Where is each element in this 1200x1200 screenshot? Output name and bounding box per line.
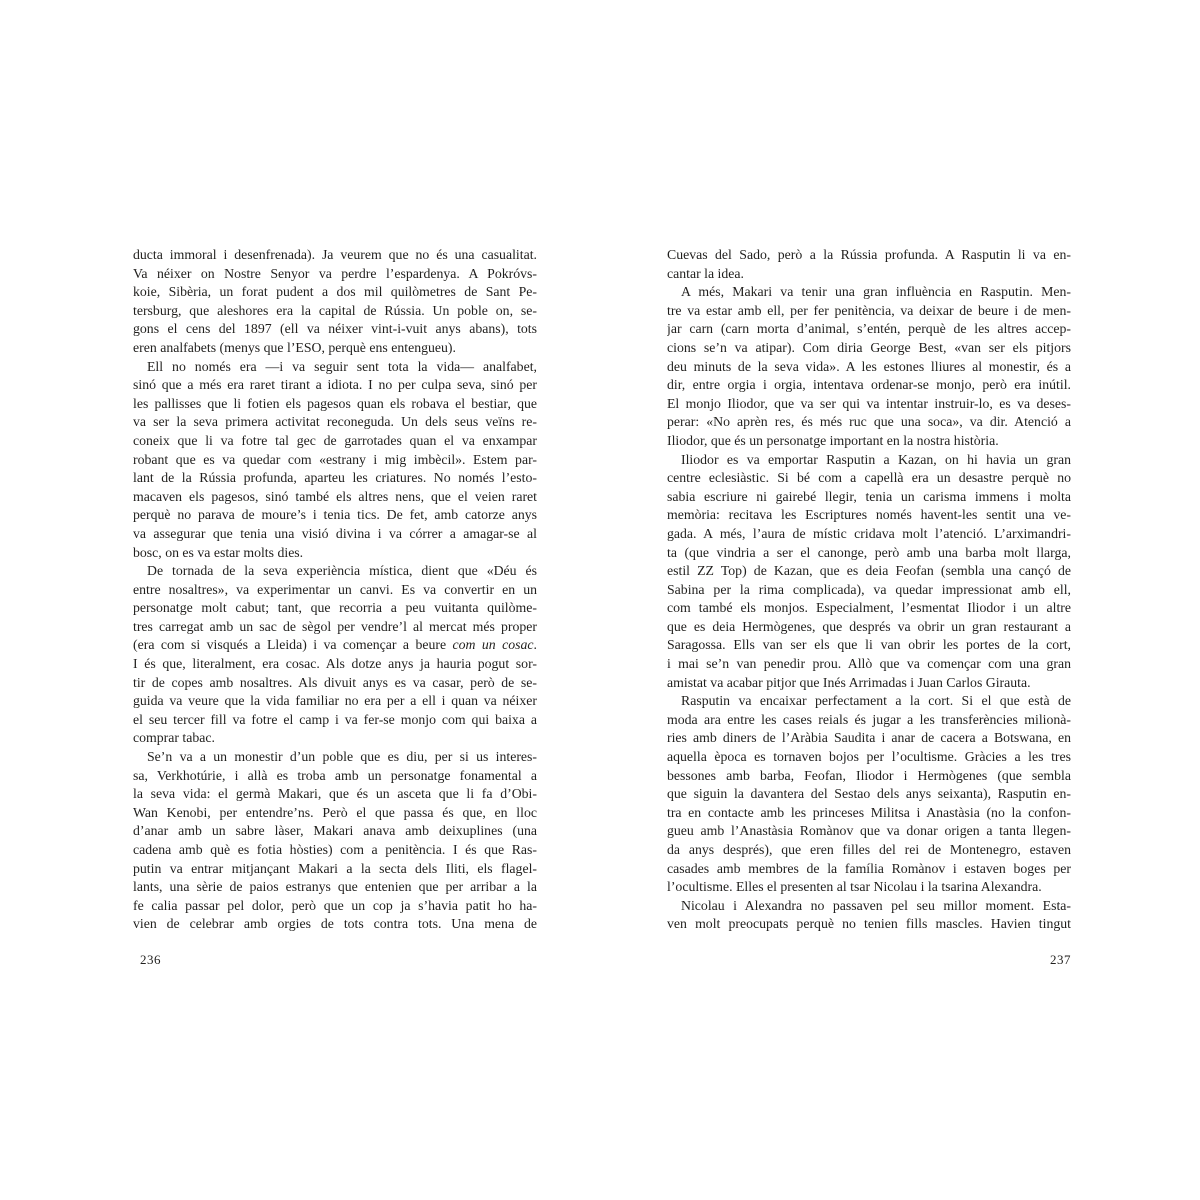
text-line: ven molt preocupats perquè no tenien fills mascles. Havien tingut — [667, 916, 1071, 932]
text-line: putin va entrar mitjançant Makari a la secta dels Iliti, els flagel- — [133, 860, 537, 876]
text-line: va assegurar que tenia una visió divina i va córrer a amagar-se al — [133, 525, 537, 541]
text-line: les pallisses que li fotien els pagesos quan els robava el bestiar, que — [133, 395, 537, 411]
text-line: perquè no parava de moure’s i tenia tics. De fet, amb catorze anys — [133, 507, 537, 523]
text-line: ducta immoral i desenfrenada). Ja veurem que no és una casualitat. — [133, 247, 537, 262]
text-line: deu minuts de la seva vida». A les estones lliures al monestir, és a — [667, 358, 1071, 374]
text-line: Se’n va a un monestir d’un poble que es diu, per si us interes- — [147, 749, 537, 765]
text-line: Va néixer on Nostre Senyor va perdre l’espardenya. A Pokróvs- — [133, 265, 537, 281]
text-line: bessones amb barba, Feofan, Iliodor i Hermògenes (que sembla — [667, 767, 1071, 783]
page-number-left: 236 — [140, 952, 161, 967]
text-line: gada. A més, l’aura de místic cridava molt l’atenció. L’arximandri- — [667, 525, 1071, 541]
text-line: moda ara entre les cases reials és jugar a les transferències milionà- — [667, 711, 1071, 727]
text-line: tra en contacte amb les princeses Militsa i Anastàsia (no la confon- — [667, 804, 1071, 820]
page-number-right: 237 — [1050, 952, 1071, 967]
page-text-right — [667, 246, 1071, 934]
text-line: Rasputin va encaixar perfectament a la cort. Si el que està de — [681, 693, 1071, 709]
text-line: Iliodor, que és un personatge important en la nostra història. — [667, 432, 999, 448]
text-line: sabia escriure ni gairebé llegir, tenia un carisma immens i molta — [667, 488, 1071, 504]
text-line: ries amb diners de l’Aràbia Saudita i anar de cacera a Botswana, en — [667, 730, 1071, 746]
text-line: dir, entre orgia i orgia, intentava ordenar-se monjo, però era inútil. — [667, 377, 1071, 393]
text-line: lant de la Rússia profunda, aparteu les criatures. No només l’esto- — [133, 470, 537, 486]
text-line: memòria: recitava les Escriptures només havent-les sentit una ve- — [667, 507, 1071, 523]
text-line: i mai se’n van penedir prou. Allò que va començar com una gran — [667, 656, 1071, 672]
text-line: que siguin la davantera del Sestao dels anys seixanta), Rasputin en- — [667, 786, 1071, 802]
text-line: vien de celebrar amb orgies de tots contra tots. Una mena de — [133, 916, 537, 932]
text-line: tre va estar amb ell, per fer penitència, va deixar de beure i de men- — [667, 302, 1071, 318]
text-line: la seva vida: el germà Makari, que és un asceta que li fa d’Obi- — [133, 786, 537, 802]
text-line: I és que, literalment, era cosac. Als dotze anys ja hauria pogut sor- — [133, 656, 537, 672]
text-line: centre eclesiàstic. Si bé com a capellà era un desastre perquè no — [667, 470, 1071, 486]
text-line: cions se’n va atipar). Com diria George Best, «van ser els pitjors — [667, 339, 1071, 355]
text-line: ta (que vindria a ser el canonge, però amb una barba molt llarga, — [667, 544, 1071, 560]
text-line: l’ocultisme. Elles el presenten al tsar Nicolau i la tsarina Alexandra. — [667, 879, 1042, 895]
text-line: koie, Sibèria, un forat pudent a dos mil quilòmetres de Sant Pe- — [133, 284, 537, 300]
text-line: sinó que a més era raret tirant a idiota. I no per culpa seva, sinó per — [133, 377, 537, 393]
text-line: d’anar amb un sabre làser, Makari anava amb deixuplines (una — [133, 823, 537, 839]
text-line: aquella època es tornaven bojos per l’ocultisme. Gràcies a les tres — [667, 749, 1071, 765]
text-line: Nicolau i Alexandra no passaven pel seu millor moment. Esta- — [681, 897, 1071, 913]
text-line: Wan Kenobi, per entendre’ns. Però el que passa és que, en lloc — [133, 804, 537, 820]
page-text-left — [133, 246, 537, 934]
italic-text: com un cosac — [452, 637, 534, 653]
text-line: El monjo Iliodor, que va ser qui va intentar instruir-lo, es va deses- — [667, 395, 1071, 411]
text-line: amistat va acabar pitjor que Inés Arrimadas i Juan Carlos Girauta. — [667, 674, 1031, 690]
text-line: sa, Verkhotúrie, i allà es troba amb un personatge fonamental a — [133, 767, 537, 783]
text-line: lants, una sèrie de paios estranys que entenien que per arribar a la — [133, 879, 537, 895]
text-line: (era com si visqués a Lleida) i va començar a beure com un cosac. — [133, 637, 537, 653]
text-line: cadena amb què es fotia hòsties) com a penitència. I és que Ras- — [133, 842, 537, 857]
text-line: tersburg, que aleshores era la capital de Rússia. Un poble on, se- — [133, 302, 537, 318]
text-line: De tornada de la seva experiència mística, dient que «Déu és — [147, 563, 537, 579]
text-line: gueu amb l’Anastàsia Romànov que va donar origen a tanta llegen- — [667, 823, 1071, 839]
text-line: fe calia passar pel dolor, però que un cop ja s’havia patit ho ha- — [133, 897, 537, 913]
text-line: guida va veure que la vida familiar no era per a ell i quan va néixer — [133, 693, 537, 709]
text-line: comprar tabac. — [133, 730, 215, 746]
text-line: tres carregat amb un sac de sègol per vendre’l al mercat més proper — [133, 618, 537, 634]
text-line: Iliodor es va emportar Rasputin a Kazan, on hi havia un gran — [681, 451, 1071, 467]
text-line: com també els monjos. Especialment, l’esmentat Iliodor i un altre — [667, 600, 1071, 616]
text-line: Sabina per la rima complicada), va quedar impressionat amb ell, — [667, 581, 1071, 597]
text-line: A més, Makari va tenir una gran influència en Rasputin. Men- — [681, 284, 1071, 300]
text-line: bosc, on es va estar molts dies. — [133, 544, 304, 560]
text-line: eren analfabets (menys que l’ESO, perquè ens entengueu). — [133, 339, 456, 355]
text-line: Cuevas del Sado, però a la Rússia profunda. A Rasputin li va en- — [667, 247, 1071, 262]
text-line: estil ZZ Top) de Kazan, que es deia Feofan (sembla una cançó de — [667, 563, 1071, 579]
text-line: el seu tercer fill va fotre el camp i va fer-se monjo com qui baixa a — [133, 711, 537, 727]
text-line: Saragossa. Ells van ser els que li van obrir les portes de la cort, — [667, 637, 1071, 653]
text-line: jar carn (carn morta d’animal, s’entén, perquè de les altres accep- — [667, 321, 1071, 337]
text-line: Ell no només era —i va seguir sent tota la vida— analfabet, — [147, 358, 537, 374]
text-line: personatge molt cabut; tant, que recorria a peu vuitanta quilòme- — [133, 600, 537, 616]
text-line: macaven els pagesos, sinó també els altres nens, que el veien raret — [133, 488, 537, 504]
text-line: perar: «No aprèn res, és més ruc que una soca», va dir. Atenció a — [667, 414, 1071, 430]
text-line: robant que es va quedar com «estrany i mig imbècil». Estem par- — [133, 451, 537, 467]
text-line: gons el cens del 1897 (ell va néixer vint-i-vuit anys abans), tots — [133, 321, 537, 337]
text-line: coneix que li va fotre tal gec de garrotades quan el va enxampar — [133, 432, 537, 448]
text-line: va ser la seva primera activitat reconeguda. Un dels seus veïns re- — [133, 414, 537, 430]
text-line: casades amb membres de la família Romànov i estaven boges per — [667, 860, 1071, 876]
text-line: entre nosaltres», va experimentar un canvi. Es va convertir en un — [133, 581, 537, 597]
text-line: que es deia Hermògenes, que després va obrir un gran restaurant a — [667, 618, 1071, 634]
text-line: cantar la idea. — [667, 265, 744, 281]
text-line: tir de copes amb nosaltres. Als divuit anys es va casar, però de se- — [133, 674, 537, 690]
text-line: da anys després), que eren filles del rei de Montenegro, estaven — [667, 842, 1071, 857]
